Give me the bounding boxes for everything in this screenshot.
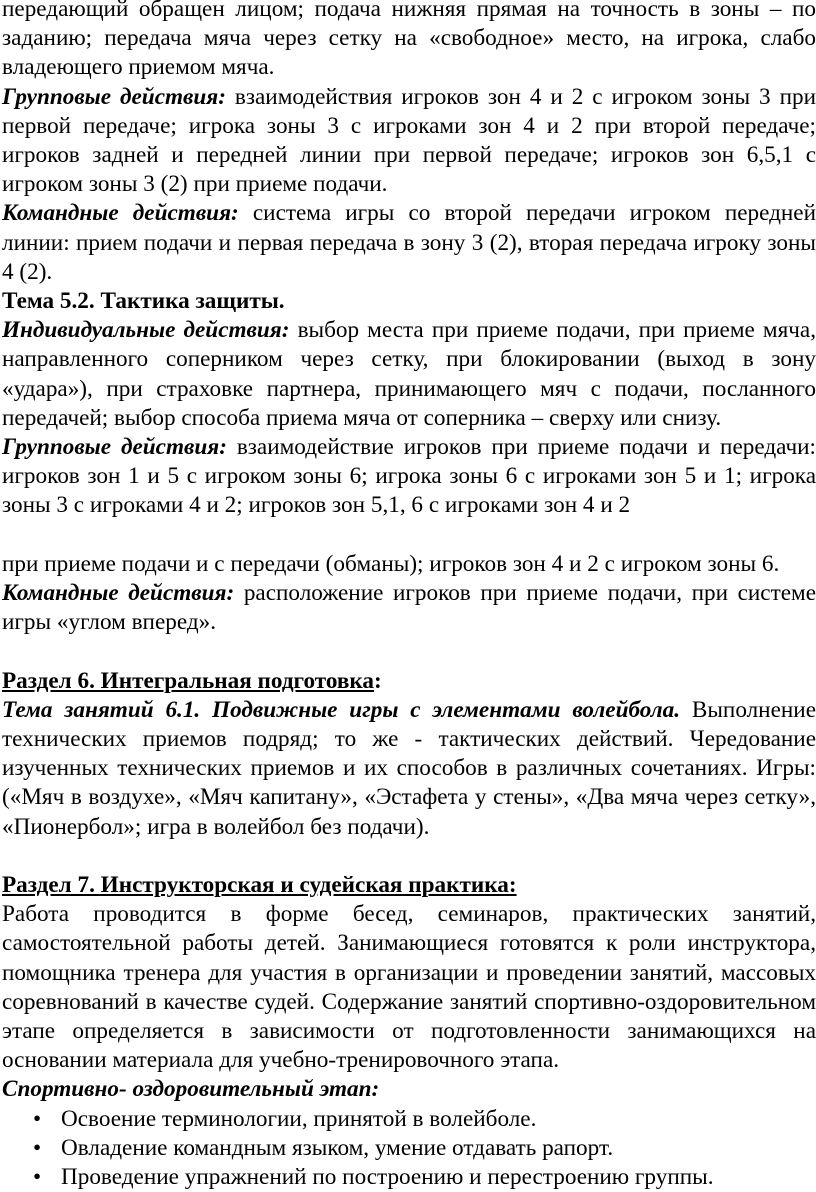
list-item-text: Проведение упражнений по построению и перестроению группы. bbox=[61, 1164, 714, 1191]
paragraph-serve-pass bbox=[0, 0, 816, 83]
group-actions-label: Групповые действия: bbox=[2, 434, 227, 461]
topic-6-1-label: Тема занятий 6.1. Подвижные игры с элементами волейбола. bbox=[2, 696, 681, 723]
team-actions-label: Командные действия: bbox=[2, 200, 239, 227]
paragraph-individual-actions bbox=[0, 316, 816, 433]
section-7-heading bbox=[0, 871, 816, 900]
paragraph-text: система игры со второй передачи игроком передней линии: прием подачи и первая передача в зону 3 (2), вторая передача игроку зоны 4 (2). bbox=[2, 200, 816, 285]
stage-label: Спортивно- оздоровительный этап: bbox=[2, 1076, 380, 1103]
section-6-heading bbox=[0, 667, 816, 696]
blank-line bbox=[0, 637, 816, 666]
paragraph-text: расположение игроков при приеме подачи, при системе игры «углом вперед». bbox=[2, 580, 816, 636]
paragraph-text: взаимодействия игроков зон 4 и 2 с игроком зоны 3 при первой передаче; игрока зоны 3 с игроками зон 4 и 2 при второй передаче; игроков задней и передней линии при первой передаче; игроков зон 6,5,1 с игроком зоны 3 (2) при приеме подачи. bbox=[2, 83, 816, 198]
list-item-text: Овладение командным языком, умение отдавать рапорт. bbox=[61, 1134, 614, 1161]
list-item bbox=[0, 1163, 816, 1192]
blank-line bbox=[0, 521, 816, 550]
list-item-text: Освоение терминологии, принятой в волейболе. bbox=[61, 1105, 537, 1132]
list-item bbox=[0, 1134, 816, 1163]
stage-heading bbox=[0, 1075, 816, 1104]
paragraph-text: взаимодействие игроков при приеме подачи и передачи: игроков зон 1 и 5 с игроком зоны 6; игрока зоны 6 с игроками зон 5 и 1; игрока зоны 3 с игроками 4 и 2; игроков зон 5,1, 6 с игроками зон 4 и 2 bbox=[2, 434, 816, 519]
paragraph-group-defense bbox=[0, 433, 816, 521]
section-6-colon: : bbox=[374, 667, 382, 694]
topic-5-2-title: Тема 5.2. Тактика защиты. bbox=[2, 288, 285, 315]
paragraph-team-actions bbox=[0, 199, 816, 287]
list-item bbox=[0, 1105, 816, 1134]
team-actions-label: Командные действия: bbox=[2, 580, 235, 607]
paragraph-text: при приеме подачи и с передачи (обманы); игроков зон 4 и 2 с игроком зоны 6. bbox=[2, 550, 780, 577]
paragraph-deception bbox=[0, 550, 816, 579]
paragraph-topic-6-1 bbox=[0, 696, 816, 842]
paragraph-group-actions bbox=[0, 83, 816, 200]
blank-line bbox=[0, 842, 816, 871]
bullet-icon: • bbox=[33, 1105, 42, 1132]
paragraph-text: Выполнение технических приемов подряд; то же - тактических действий. Чередование изученных технических приемов и их способов в различных сочетаниях. Игры: («Мяч в воздухе», «Мяч капитану», «Эстафета у стены», «Два мяча через сетку», «Пионербол»; игра в волейбол без подачи). bbox=[2, 696, 816, 840]
bullet-icon: • bbox=[33, 1164, 42, 1191]
individual-actions-label: Индивидуальные действия: bbox=[2, 317, 290, 344]
paragraph-text: выбор места при приеме подачи, при приеме мяча, направленного соперником через сетку, при блокировании (выход в зону «удара»), при страховке партнера, принимающего мяч с подачи, посланного передачей; выбор способа приема мяча от соперника – сверху или снизу. bbox=[2, 317, 816, 431]
section-7-title: Раздел 7. Инструкторская и судейская практика: bbox=[2, 872, 517, 899]
paragraph-text: передающий обращен лицом; подача нижняя прямая на точность в зоны – по заданию; передача мяча через сетку на «свободное» место, на игрока, слабо владеющего приемом мяча. bbox=[2, 0, 816, 81]
section-6-title: Раздел 6. Интегральная подготовка bbox=[2, 667, 375, 694]
paragraph-text: Работа проводится в форме бесед, семинаров, практических занятий, самостоятельной работы детей. Занимающиеся готовятся к роли инструктора, помощника тренера для участия в организации и проведении занятий, массовых соревнований в качестве судей. Содержание занятий спортивно-оздоровительном этапе определяется в зависимости от подготовленности занимающихся на основании материала для учебно-тренировочного этапа. bbox=[2, 901, 816, 1074]
topic-5-2-heading bbox=[0, 287, 816, 316]
bullet-icon: • bbox=[33, 1134, 42, 1161]
bullet-list bbox=[0, 1105, 816, 1192]
group-actions-label: Групповые действия: bbox=[2, 83, 226, 110]
paragraph-team-defense bbox=[0, 579, 816, 637]
paragraph-section-7 bbox=[0, 900, 816, 1075]
